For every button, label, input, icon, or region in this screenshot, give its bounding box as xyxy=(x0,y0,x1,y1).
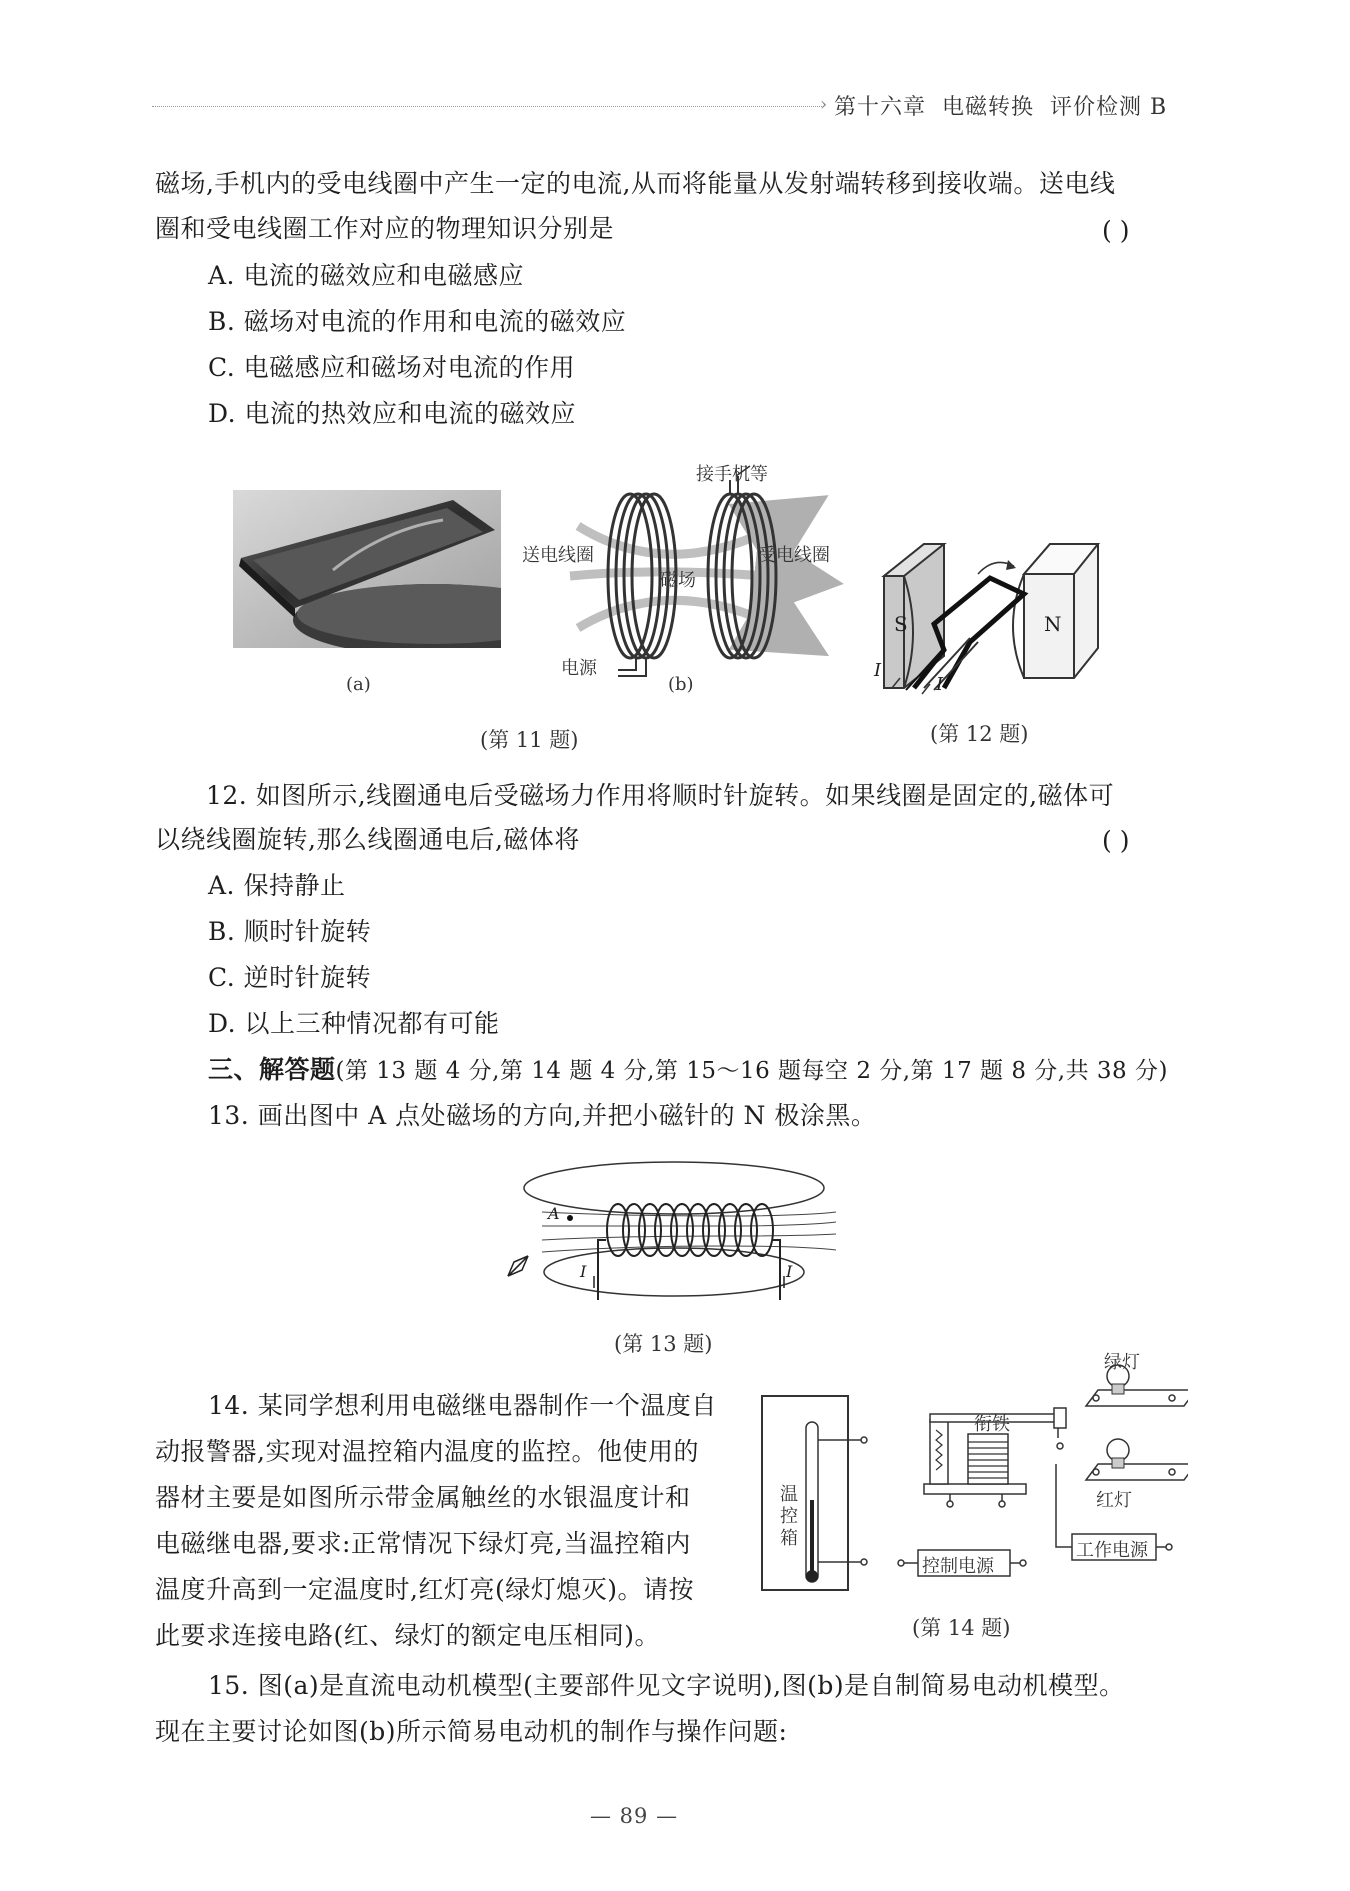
q14-box-label xyxy=(780,1484,800,1550)
q12-figure-diagram xyxy=(874,538,1104,698)
q12-option-c: C. 逆时针旋转 xyxy=(208,963,372,992)
q11-option-d: D. 电流的热效应和电流的磁效应 xyxy=(208,399,577,428)
q12-answer-paren: ( ) xyxy=(1102,826,1130,855)
q14-line1: 14. 某同学想利用电磁继电器制作一个温度自 xyxy=(208,1391,717,1420)
q11-option-c: C. 电磁感应和磁场对电流的作用 xyxy=(208,353,576,382)
q11-option-a: A. 电流的磁效应和电磁感应 xyxy=(208,261,524,290)
q11-stem-line1: 磁场,手机内的受电线圈中产生一定的电流,从而将能量从发射端转移到接收端。送电线 xyxy=(155,169,1116,198)
q12-fig-current-label-1: I xyxy=(874,660,882,681)
q12-option-b: B. 顺时针旋转 xyxy=(208,917,372,946)
q11-fig-b-label: (b) xyxy=(668,674,694,695)
q11-fig-b-power-label: 电源 xyxy=(561,658,597,679)
q13-stem: 13. 画出图中 A 点处磁场的方向,并把小磁针的 N 极涂黑。 xyxy=(208,1101,877,1130)
q11-fig-b-field-label: 磁场 xyxy=(660,570,696,591)
q11-answer-paren: ( ) xyxy=(1102,216,1130,245)
q13-current-label-left: I xyxy=(580,1262,587,1281)
q11-fig-b-recv-coil-label: 受电线圈 xyxy=(758,545,830,566)
q14-box-char: 温 xyxy=(780,1484,798,1505)
q14-caption: (第 14 题) xyxy=(912,1616,1011,1640)
q14-red-light-label: 红灯 xyxy=(1096,1490,1132,1511)
q12-stem-line1: 12. 如图所示,线圈通电后受磁场力作用将顺时针旋转。如果线圈是固定的,磁体可 xyxy=(206,781,1115,810)
q14-line6: 此要求连接电路(红、绿灯的额定电压相同)。 xyxy=(155,1621,661,1650)
q13-figure-solenoid xyxy=(502,1160,836,1310)
q11-fig-b-phone-label: 接手机等 xyxy=(696,464,768,485)
q14-line5: 温度升高到一定温度时,红灯亮(绿灯熄灭)。请按 xyxy=(155,1575,694,1604)
q12-caption: (第 12 题) xyxy=(930,722,1029,746)
q11-stem-line2: 圈和受电线圈工作对应的物理知识分别是 xyxy=(155,214,615,243)
q14-box-char: 控 xyxy=(780,1506,798,1527)
section3-score-note: (第 13 题 4 分,第 14 题 4 分,第 15～16 题每空 2 分,第 17 题 8 分,共 38 分) xyxy=(335,1058,1168,1084)
q14-control-power-label: 控制电源 xyxy=(922,1556,994,1577)
section3-heading xyxy=(208,1050,1168,1091)
q14-line4: 电磁继电器,要求:正常情况下绿灯亮,当温控箱内 xyxy=(155,1529,691,1558)
q12-fig-current-label-2: I xyxy=(936,674,944,695)
section3-title: 三、解答题 xyxy=(208,1055,336,1084)
header-rule xyxy=(152,106,824,107)
q13-current-label-right: I xyxy=(786,1262,793,1281)
q12-option-d: D. 以上三种情况都有可能 xyxy=(208,1009,500,1038)
q14-armature-label: 衔铁 xyxy=(974,1414,1010,1435)
q14-green-light-label: 绿灯 xyxy=(1104,1352,1140,1373)
q11-option-b: B. 磁场对电流的作用和电流的磁效应 xyxy=(208,307,627,336)
q15-line1: 15. 图(a)是直流电动机模型(主要部件见文字说明),图(b)是自制简易电动机模型。 xyxy=(208,1671,1125,1700)
q13-point-a-label: A xyxy=(548,1204,560,1223)
q15-line2: 现在主要讨论如图(b)所示简易电动机的制作与操作问题: xyxy=(155,1717,788,1746)
q12-option-a: A. 保持静止 xyxy=(208,871,346,900)
header-arrow-icon: › xyxy=(820,94,828,115)
q12-fig-n-label: N xyxy=(1044,612,1062,636)
q12-fig-s-label: S xyxy=(894,612,908,636)
q11-fig-b-send-coil-label: 送电线圈 xyxy=(522,545,594,566)
q11-caption: (第 11 题) xyxy=(480,728,579,752)
q11-figure-a-photo xyxy=(233,490,501,648)
q12-stem-line2: 以绕线圈旋转,那么线圈通电后,磁体将 xyxy=(155,825,580,854)
q14-line2: 动报警器,实现对温控箱内温度的监控。他使用的 xyxy=(155,1437,699,1466)
q13-caption: (第 13 题) xyxy=(614,1332,713,1356)
q14-line3: 器材主要是如图所示带金属触丝的水银温度计和 xyxy=(155,1483,691,1512)
q14-work-power-label: 工作电源 xyxy=(1076,1540,1148,1561)
q14-box-char: 箱 xyxy=(780,1528,798,1549)
q11-fig-a-label: (a) xyxy=(346,674,371,695)
running-header: 第十六章 电磁转换 评价检测 B xyxy=(834,95,1168,120)
page-number: — 89 — xyxy=(590,1804,679,1828)
